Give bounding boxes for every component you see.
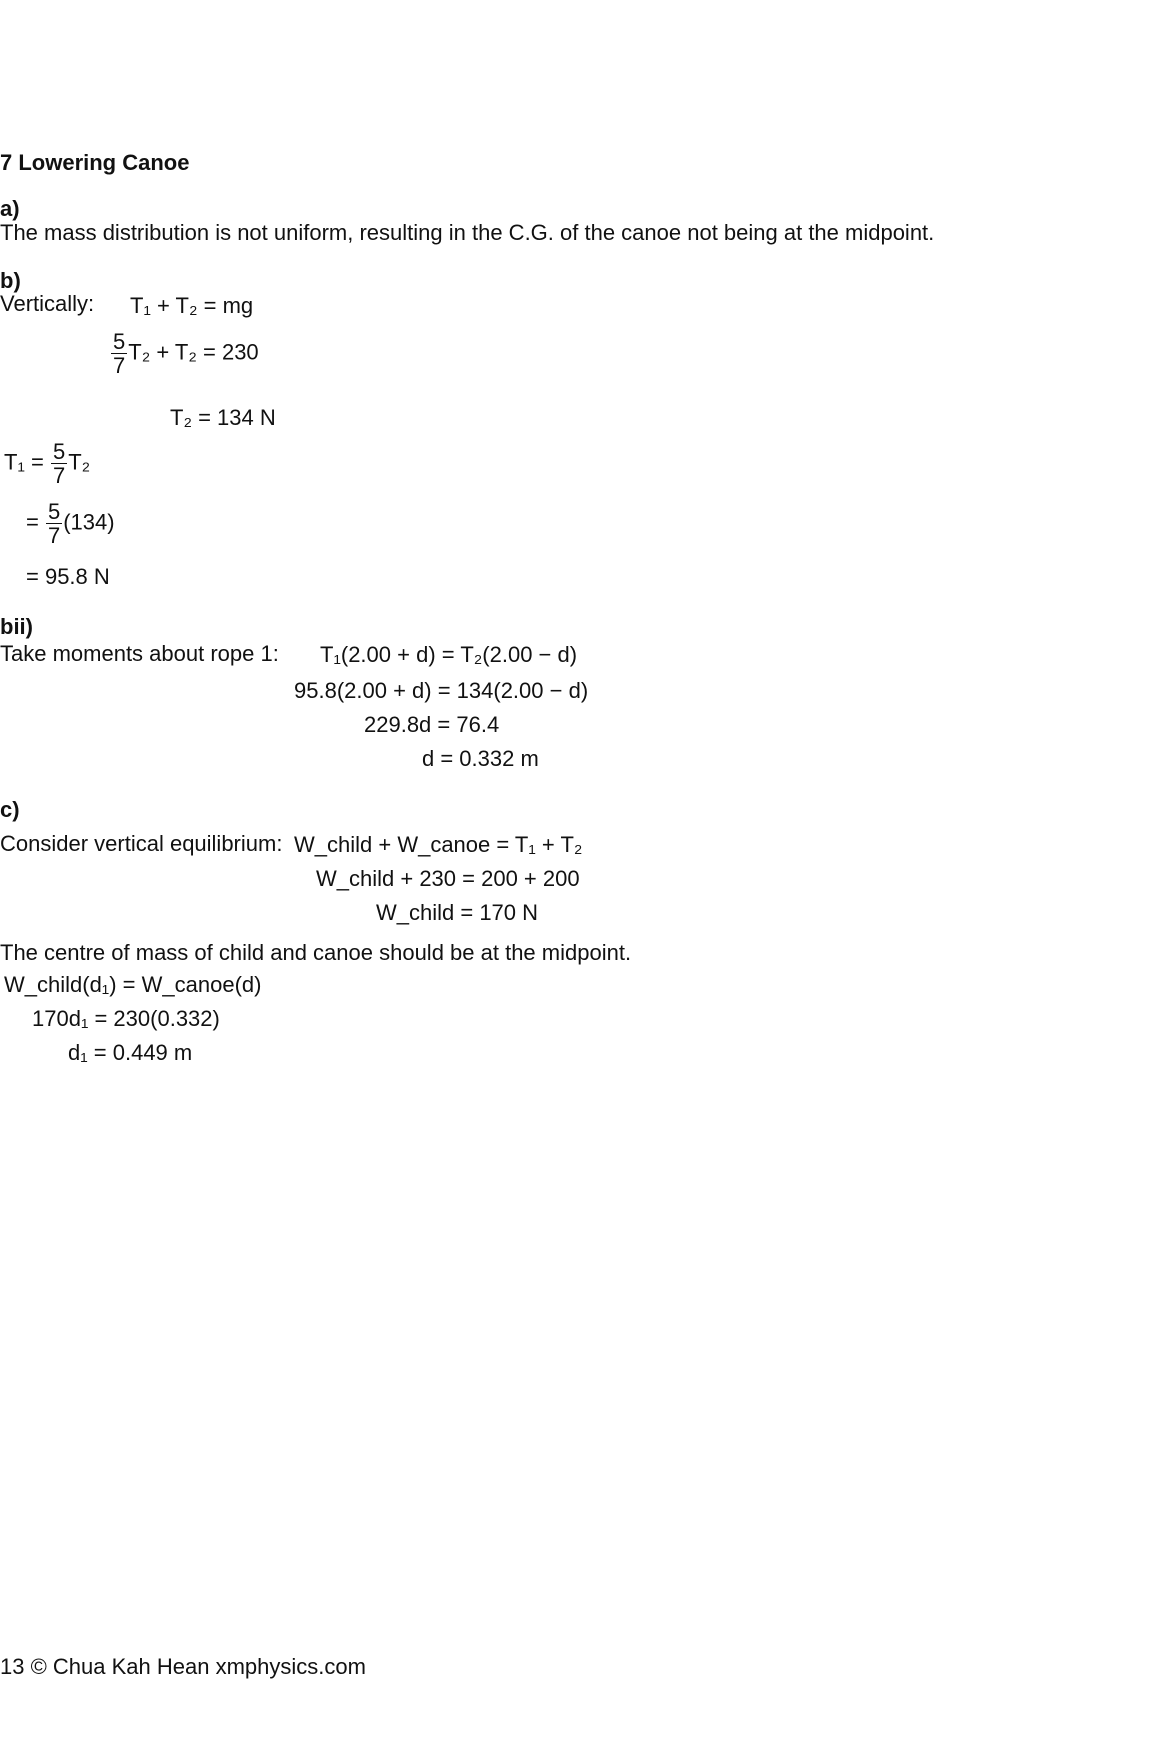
part-b-eq1: T₁ + T₂ = mg <box>130 293 254 318</box>
fraction: $\frac{5}{7}$ <box>113 329 126 379</box>
footer-copyright: 13 © Chua Kah Hean xmphysics.com <box>0 1654 366 1679</box>
part-b-eq3: T₂ = 134 N <box>170 405 276 430</box>
part-bii-eq4: d = 0.332 m <box>422 746 539 771</box>
part-c-eq5: 170d₁ = 230(0.332) <box>32 1006 220 1031</box>
fraction: $\frac{5}{7}$ <box>52 439 66 489</box>
part-bii-eq1: T₁(2.00 + d) = T₂(2.00 − d) <box>320 642 578 667</box>
part-c-eq4: W_child(d₁) = W_canoe(d) <box>4 972 262 997</box>
fraction: $\frac{5}{7}$ <box>47 499 61 549</box>
part-c-eq3: W_child = 170 N <box>376 900 539 925</box>
part-b-eq5: = $\frac{5}{7}$ (134) <box>26 499 115 549</box>
problem-title: 7 Lowering Canoe <box>0 150 190 175</box>
part-bii-label: bii) <box>0 614 33 639</box>
part-a-text: The mass distribution is not uniform, resulting in the C.G. of the canoe not being at the midpoint. <box>0 220 935 245</box>
part-c-intro: Consider vertical equilibrium: <box>0 831 283 856</box>
part-b-eq4: T₁ = $\frac{5}{7}$ T₂ <box>4 439 91 489</box>
part-b-eq2: $\frac{5}{7}$ T₂ + T₂ = 230 <box>113 329 259 379</box>
part-c-eq1: W_child + W_canoe = T₁ + T₂ <box>294 832 583 857</box>
part-bii-intro: Take moments about rope 1: <box>0 641 279 666</box>
part-c-eq2: W_child + 230 = 200 + 200 <box>316 866 580 891</box>
part-b-label: b) <box>0 268 21 293</box>
part-bii-eq2: 95.8(2.00 + d) = 134(2.00 − d) <box>294 678 589 703</box>
part-b-eq6: = 95.8 N <box>26 564 110 589</box>
part-bii-eq3: 229.8d = 76.4 <box>364 712 500 737</box>
part-c-label: c) <box>0 797 20 822</box>
part-c-statement: The centre of mass of child and canoe should be at the midpoint. <box>0 940 632 965</box>
part-b-intro: Vertically: <box>0 291 95 316</box>
part-a-label: a) <box>0 196 20 221</box>
part-c-eq6: d₁ = 0.449 m <box>68 1040 193 1065</box>
